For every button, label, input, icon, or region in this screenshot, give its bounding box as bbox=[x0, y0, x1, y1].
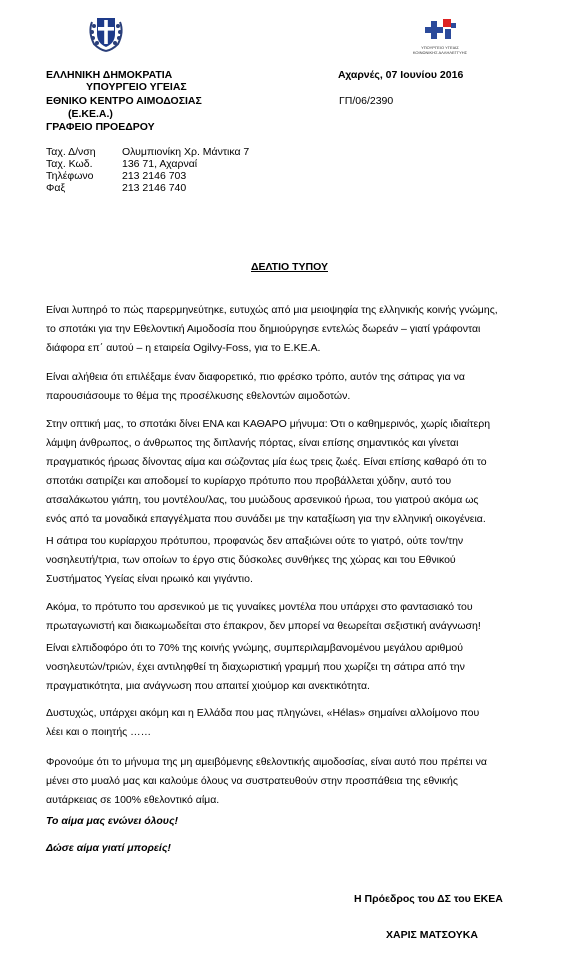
paragraph: Ακόμα, το πρότυπο του αρσενικού με τις γυναίκες μοντέλα που υπάρχει στο φαντασιακό του πρωταγωνιστή και διακωμωδείται στο έπακρον, δεν μπορεί να θεωρείται σεξιστική ανάγνωση! bbox=[46, 601, 481, 632]
center-name: ΕΘΝΙΚΟ ΚΕΝΤΡΟ ΑΙΜΟΔΟΣΙΑΣ bbox=[46, 95, 202, 107]
logo-caption: ΥΠΟΥΡΓΕΙΟ ΥΓΕΙΑΣ ΚΟΙΝΩΝΙΚΗΣ ΑΛΛΗΛΕΓΓΥΗΣ bbox=[412, 45, 468, 55]
paragraph: Η σάτιρα του κυρίαρχου πρότυπου, προφανώς δεν απαξιώνει ούτε το γιατρό, ούτε τον/την νοσηλευτή/τρια, των οποίων το έργο στις δύσκολες συνθήκες της χώρας και του Εθνικού Συστήματος Υγείας είναι ηρωικό και γιγάντιο. bbox=[46, 535, 464, 585]
contact-block bbox=[46, 146, 306, 196]
paragraph: Δυστυχώς, υπάρχει ακόμη και η Ελλάδα που μας πληγώνει, «Hélas» σημαίνει αλλοίμονο που λέει και ο ποιητής …… bbox=[46, 707, 480, 738]
office-name: ΓΡΑΦΕΙΟ ΠΡΟΕΔΡΟΥ bbox=[46, 121, 155, 133]
paragraph: Είναι ελπιδοφόρο ότι το 70% της κοινής γνώμης, συμπεριλαμβανομένου μεγάλου αριθμού νοσηλευτών/τριών, έχει αντιληφθεί τη διαχωριστική γραμμή που χωρίζει τη σάτιρα από την πραγματικότητα, μια ανάγνωση που απαιτεί χιούμορ και ανεκτικότητα. bbox=[46, 642, 465, 692]
paragraph: Στην οπτική μας, το σποτάκι δίνει ΕΝΑ και ΚΑΘΑΡΟ μήνυμα: Ότι ο καθημερινός, χωρίς ιδιαίτερη λάμψη άνθρωπος, ο άνθρωπος της διπλανής πόρτας, είναι επίσης σημαντικός και γίνεται πραγματικός ήρωας δίνοντας αίμα και σώζοντας μία έως τρεις ζωές. Είναι επίσης καθαρό ότι το σποτάκι σατιρίζει και αποδομεί το κυρίαρχο πρότυπο που προβάλλεται χύδην, αυτό του ατσαλάκωτου γιάπη, του μοντέλου/λας, του μυώδους αρσενικού ήρωα, του γιατρού ακόμα ως ενός από τα μοναδικά επαγγέλματα που συνάδει με την καταξίωση για την ελληνική οικογένεια. bbox=[46, 418, 491, 525]
ministry-name: ΥΠΟΥΡΓΕΙΟ ΥΓΕΙΑΣ bbox=[86, 81, 187, 93]
contact-value: 213 2146 703 bbox=[122, 170, 187, 182]
document-title: ΔΕΛΤΙΟ ΤΥΠΟΥ bbox=[251, 261, 328, 273]
contact-value: Ολυμπιονίκη Χρ. Μάντικα 7 bbox=[122, 146, 250, 158]
contact-label: Φαξ bbox=[46, 182, 66, 194]
place-date: Αχαρνές, 07 Ιουνίου 2016 bbox=[338, 69, 464, 81]
greek-emblem-icon bbox=[86, 12, 126, 52]
org-name: ΕΛΛΗΝΙΚΗ ΔΗΜΟΚΡΑΤΙΑ bbox=[46, 69, 173, 81]
paragraph: Είναι λυπηρό το πώς παρερμηνεύτηκε, ευτυχώς από μια μειοψηφία της ελληνικής κοινής γνώμης, το σποτάκι για την Εθελοντική Αιμοδοσία που δημιούργησε εντελώς δωρεάν – γιατί γράφονται διάφορα επ΄ αυτού – η εταιρεία Ogilvy-Foss, για το Ε.ΚΕ.Α. bbox=[46, 304, 498, 354]
closing-slogan: Το αίμα μας ενώνει όλους! bbox=[46, 815, 179, 827]
contact-label: Ταχ. Κωδ. bbox=[46, 158, 93, 170]
ministry-logo-icon bbox=[421, 17, 461, 45]
reference-number: ΓΠ/06/2390 bbox=[339, 95, 394, 107]
paragraph: Είναι αλήθεια ότι επιλέξαμε έναν διαφορετικό, πιο φρέσκο τρόπο, αυτόν της σάτιρας για να παρουσιάσουμε το θέμα της προσέλκυσης εθελοντών αιμοδοτών. bbox=[46, 371, 465, 402]
contact-label: Ταχ. Δ/νση bbox=[46, 146, 96, 158]
signature-role: Η Πρόεδρος του ΔΣ του ΕΚΕΑ bbox=[354, 893, 503, 905]
contact-value: 136 71, Αχαρναί bbox=[122, 158, 198, 170]
center-abbrev: (Ε.ΚΕ.Α.) bbox=[68, 108, 113, 120]
closing-slogan: Δώσε αίμα γιατί μπορείς! bbox=[46, 842, 171, 854]
paragraph: Φρονούμε ότι το μήνυμα της μη αμειβόμενης εθελοντικής αιμοδοσίας, είναι αυτό που πρέπει να μένει στο μυαλό μας και καλούμε όλους να συστρατευθούν στην προσπάθεια της εθνικής αυτάρκειας σε 100% εθελοντικό αίμα. bbox=[46, 756, 487, 806]
contact-label: Τηλέφωνο bbox=[46, 170, 94, 182]
contact-value: 213 2146 740 bbox=[122, 182, 187, 194]
signature-name: ΧΑΡΙΣ ΜΑΤΣΟΥΚΑ bbox=[386, 929, 478, 941]
